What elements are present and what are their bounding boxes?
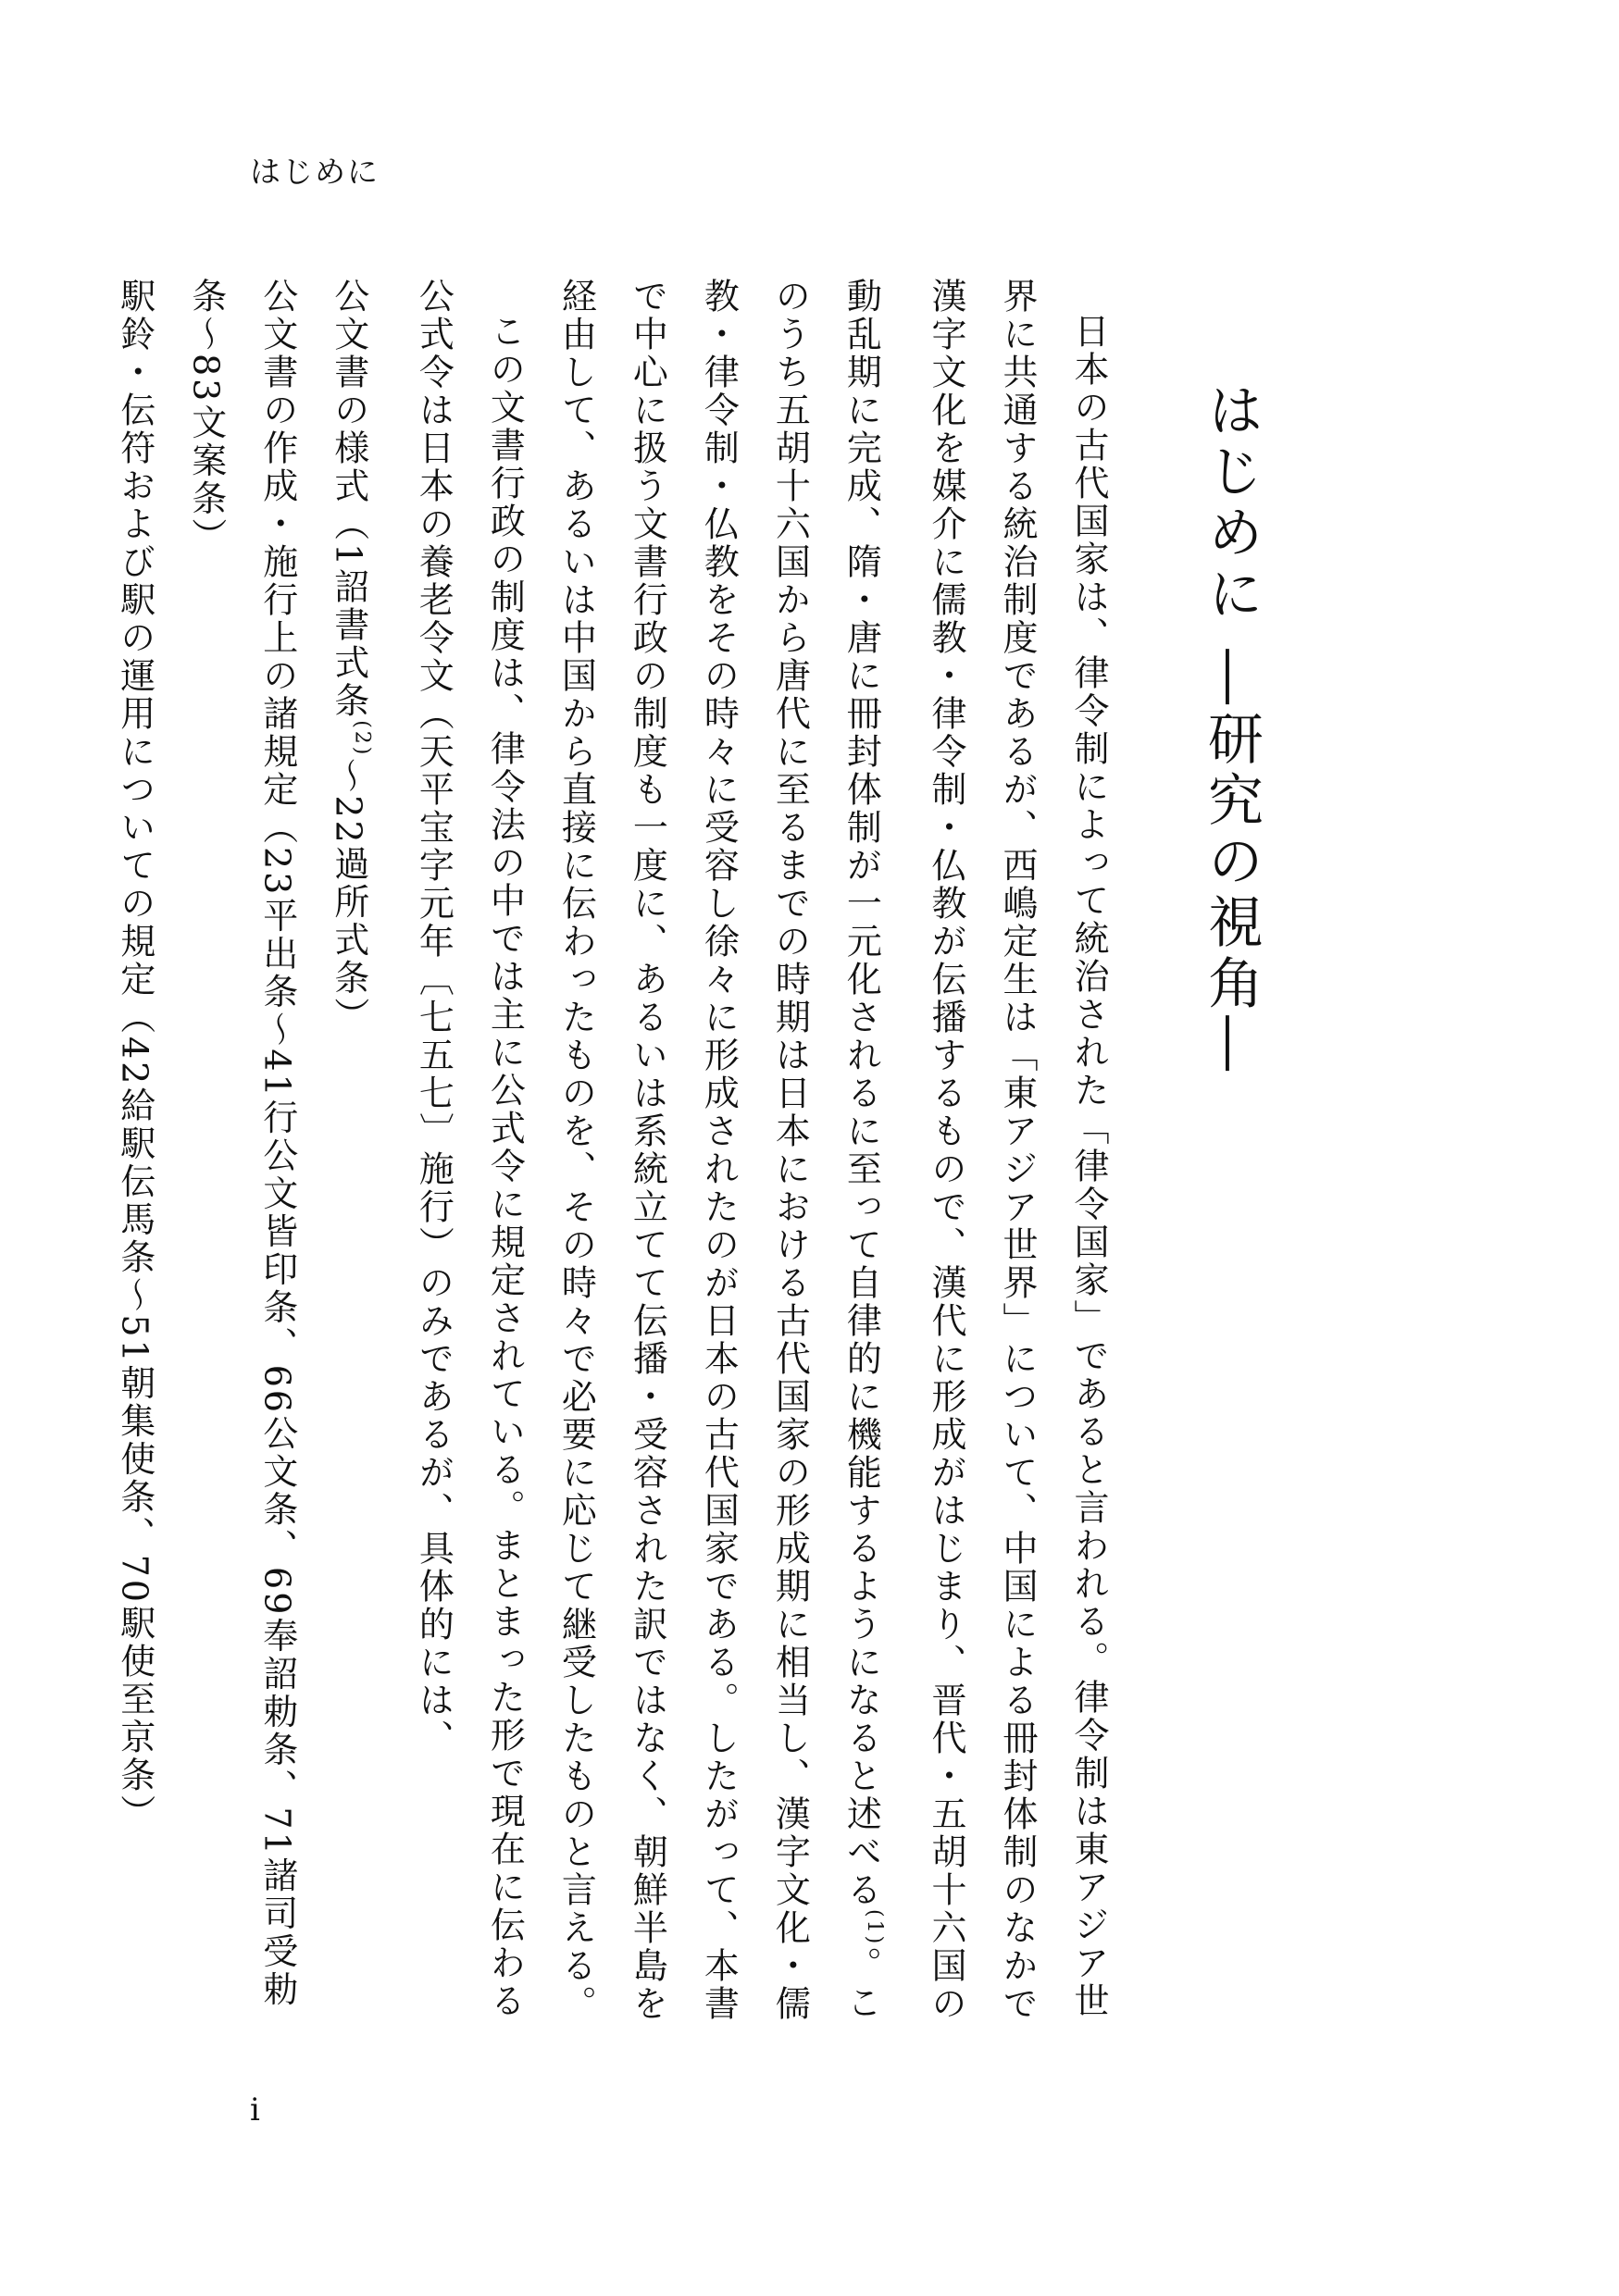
paragraph-text: 。このうち五胡十六国から唐代に至るまでの時期は日本における古代国家の形成期に相当し、漢字文化・儒教・律令制・仏教をその時々に受容し徐々に形成されたのが日本の古代国家である。したがって、本書で中心に扱う文書行政の制度も一度に、あるいは系統立てて伝播・受容された訳ではなく、朝鮮半島を経由して、あるいは中国から直接に伝わったものを、その時々で必要に応じて継受したものと言える。: [555, 278, 882, 2023]
running-head: はじめに: [250, 154, 380, 190]
list-item: [313, 278, 398, 2027]
list-item: [99, 278, 170, 2027]
footnote-marker: (1): [863, 1909, 886, 1947]
list-item: [170, 278, 313, 2027]
chapter-title: はじめに ―研究の視角―: [1199, 381, 1264, 1077]
list-item-text: 駅鈴・伝符および駅の運用についての規定（42給駅伝馬条～51朝集使条、70駅使至京条）: [114, 278, 156, 1833]
list-item-text: 公文書の作成・施行上の諸規定（23平出条～41行公文皆印条、66公文条、69奉詔勅条、71諸司受勅条～83文案条）: [185, 278, 298, 2009]
paragraph: [397, 278, 540, 2027]
paragraph-text: この文書行政の制度は、律令法の中では主に公式令に規定されている。まとまった形で現在に伝わる公式令は日本の養老令文（天平宝字元年〔七五七〕施行）のみであるが、具体的には、: [413, 278, 526, 2020]
page-number: i: [250, 2091, 260, 2128]
body-text: [99, 278, 1124, 2027]
paragraph-text: 日本の古代国家は、律令制によって統治された「律令国家」であると言われる。律令制は東アジア世界に共通する統治制度であるが、西嶋定生は「東アジア世界」について、中国による冊封体制のなかで漢字文化を媒介に儒教・律令制・仏教が伝播するもので、漢代に形成がはじまり、晋代・五胡十六国の動乱期に完成、隋・唐に冊封体制が一元化されるに至って自律的に機能するようになると述べる: [841, 278, 1109, 2023]
paragraph: [540, 278, 1124, 2027]
list-item-text: ～22過所式条）: [328, 757, 369, 1036]
footnote-marker: (2): [350, 720, 374, 758]
list-item-text: 公文書の様式（1詔書式条: [328, 278, 369, 721]
